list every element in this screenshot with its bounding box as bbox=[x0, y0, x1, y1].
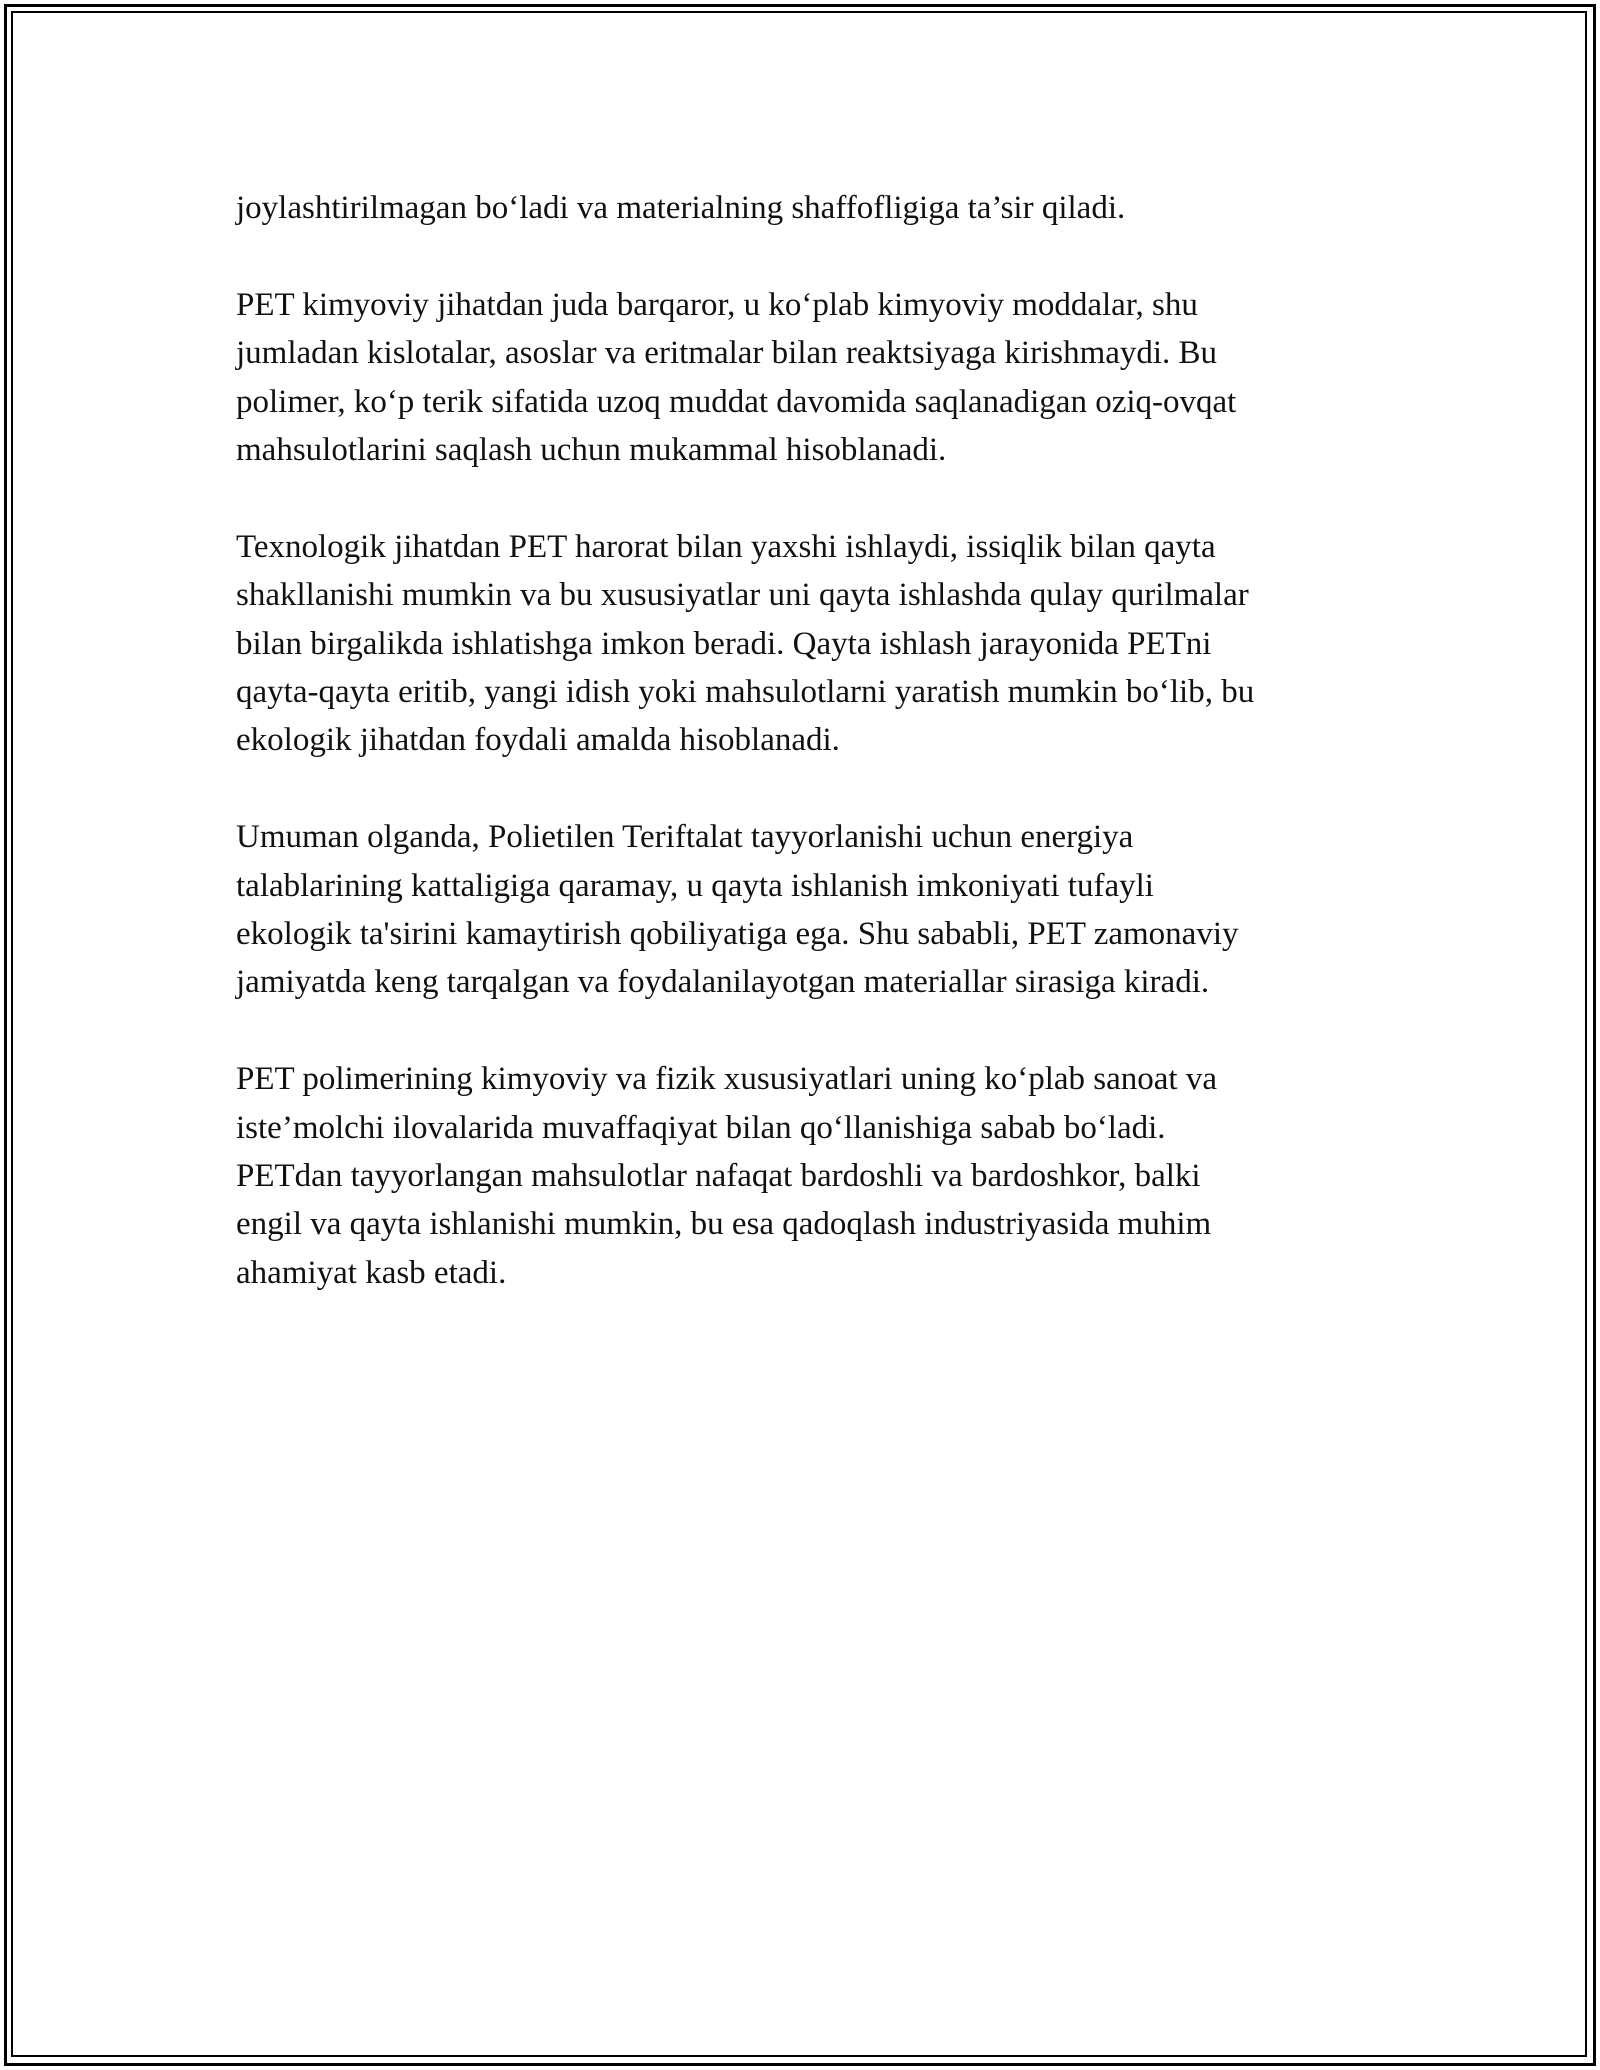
paragraph-line: joylashtirilmagan bo‘ladi va materialning shaffofligiga ta’sir qiladi. bbox=[236, 190, 1126, 226]
paragraph-line: ahamiyat kasb etadi. bbox=[236, 1254, 507, 1291]
paragraph-line: mahsulotlarini saqlash uchun mukammal hisoblanadi. bbox=[236, 432, 947, 469]
paragraph-2 bbox=[236, 281, 1396, 475]
paragraph-line: PET polimerining kimyoviy va fizik xususiyatlari uning ko‘plab sanoat va bbox=[236, 1061, 1217, 1098]
paragraph-line: qayta-qayta eritib, yangi idish yoki mahsulotlarni yaratish mumkin bo‘lib, bu bbox=[236, 674, 1255, 711]
paragraph-line: bilan birgalikda ishlatishga imkon beradi. Qayta ishlash jarayonida PETni bbox=[236, 625, 1212, 662]
paragraph-5 bbox=[236, 1055, 1396, 1297]
paragraph-line: polimer, ko‘p terik sifatida uzoq muddat davomida saqlanadigan oziq-ovqat bbox=[236, 383, 1237, 420]
paragraph-line: Umuman olganda, Polietilen Teriftalat tayyorlanishi uchun energiya bbox=[236, 819, 1134, 856]
document-body bbox=[236, 184, 1396, 1346]
paragraph-3 bbox=[236, 523, 1396, 765]
paragraph-line: PETdan tayyorlangan mahsulotlar nafaqat bardoshli va bardoshkor, balki bbox=[236, 1158, 1201, 1195]
paragraph-line: engil va qayta ishlanishi mumkin, bu esa qadoqlash industriyasida muhim bbox=[236, 1206, 1212, 1243]
paragraph-line: Texnologik jihatdan PET harorat bilan yaxshi ishlaydi, issiqlik bilan qayta bbox=[236, 528, 1216, 565]
paragraph-line: jamiyatda keng tarqalgan va foydalanilayotgan materiallar sirasiga kiradi. bbox=[236, 964, 1210, 1001]
paragraph-line: iste’molchi ilovalarida muvaffaqiyat bilan qo‘llanishiga sabab bo‘ladi. bbox=[236, 1109, 1166, 1146]
paragraph-line: shakllanishi mumkin va bu xususiyatlar uni qayta ishlashda qulay qurilmalar bbox=[236, 577, 1249, 614]
paragraph-line: ekologik jihatdan foydali amalda hisoblanadi. bbox=[236, 722, 840, 759]
paragraph-line: talablarining kattaligiga qaramay, u qayta ishlanish imkoniyati tufayli bbox=[236, 867, 1154, 904]
paragraph-line: jumladan kislotalar, asoslar va eritmalar bilan reaktsiyaga kirishmaydi. Bu bbox=[236, 335, 1218, 372]
paragraph-line: PET kimyoviy jihatdan juda barqaror, u ko‘plab kimyoviy moddalar, shu bbox=[236, 286, 1198, 323]
paragraph-1 bbox=[236, 184, 1396, 232]
paragraph-line: ekologik ta'sirini kamaytirish qobiliyatiga ega. Shu sababli, PET zamonaviy bbox=[236, 916, 1239, 953]
paragraph-4 bbox=[236, 813, 1396, 1007]
